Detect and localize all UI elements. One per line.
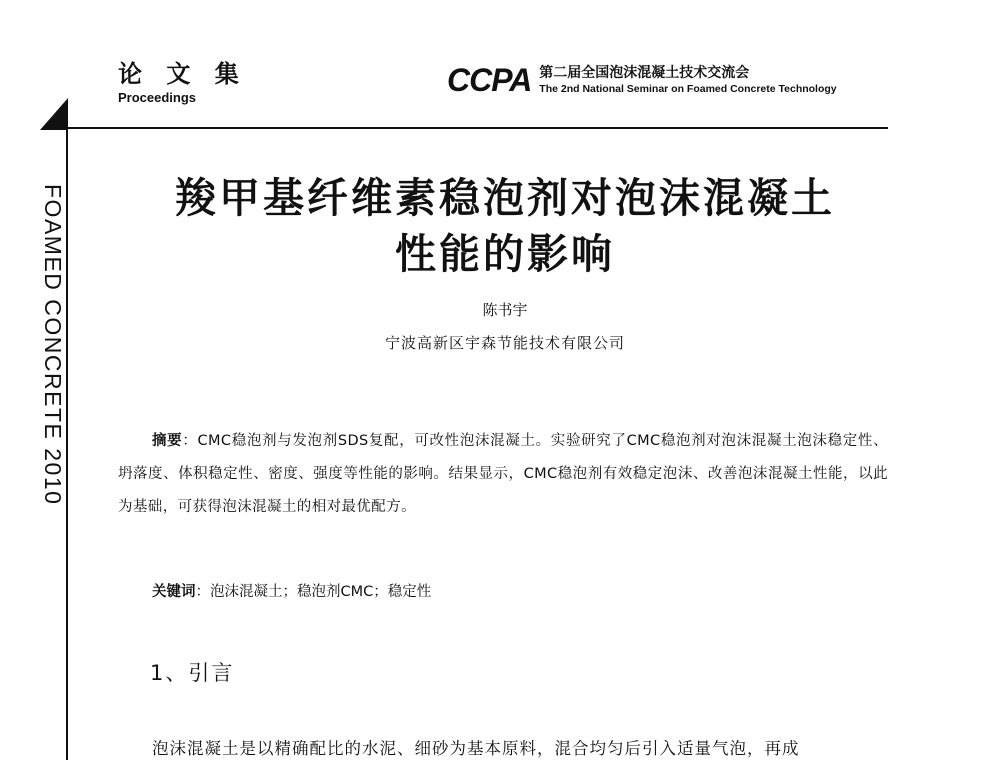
seminar-header: [447, 62, 837, 98]
collection-subtitle: Proceedings: [118, 90, 197, 105]
header-rule: [68, 127, 888, 129]
seminar-info: [539, 64, 836, 96]
keywords-text: 泡沫混凝土；稳泡剂CMC；稳定性: [210, 584, 432, 600]
corner-triangle-decoration: [40, 98, 68, 130]
paper-title: [110, 170, 900, 282]
seminar-name-cn: 第二届全国泡沫混凝土技术交流会: [539, 65, 750, 81]
body-paragraph: 泡沫混凝土是以精确配比的水泥、细砂为基本原料，混合均匀后引入适量气泡，再成: [152, 739, 800, 758]
collection-header: [118, 60, 247, 106]
abstract-separator: ：: [182, 433, 198, 449]
paper-title-line-2: 性能的影响: [395, 230, 615, 278]
collection-title: 论 文 集: [118, 60, 247, 88]
keywords-separator: ：: [195, 584, 210, 600]
abstract-label: 摘要: [152, 433, 183, 449]
seminar-name-en: The 2nd National Seminar on Foamed Concrete Technology: [539, 83, 837, 95]
paper-title-line-1: 羧甲基纤维素稳泡剂对泡沫混凝土: [175, 174, 835, 222]
keywords: [152, 580, 892, 604]
author-name: 陈书宇: [482, 301, 528, 319]
section-heading-introduction: 1、引言: [150, 661, 235, 685]
keywords-label: 关键词: [152, 584, 196, 600]
side-journal-label: FOAMED CONCRETE 2010: [40, 184, 66, 506]
abstract-text: CMC稳泡剂与发泡剂SDS复配，可改性泡沫混凝土。实验研究了CMC稳泡剂对泡沫混凝土泡沫稳定性、坍落度、体积稳定性、密度、强度等性能的影响。结果显示，CMC稳泡剂有效稳定泡沫、改善泡沫混凝土性能，以此为基础，可获得泡沫混凝土的相对最优配方。: [118, 433, 888, 515]
abstract: [118, 425, 888, 524]
ccpa-logo: CCPA: [447, 62, 532, 98]
author-affiliation: 宁波高新区宇森节能技术有限公司: [384, 334, 625, 352]
